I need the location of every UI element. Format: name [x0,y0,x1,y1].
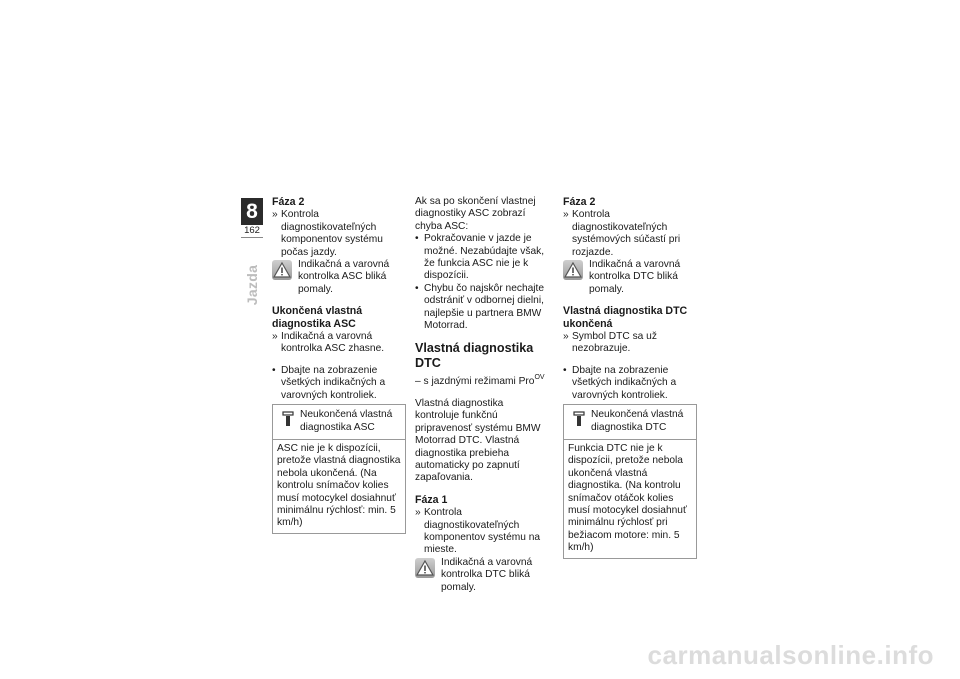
warning-note [415,557,549,594]
step-marker: » [272,209,278,221]
warning-triangle-icon [563,260,583,280]
bullet-marker: • [415,282,419,294]
heading-dtc-complete: Vlastná diagnostika DTC ukončená [563,305,688,330]
step-marker: » [563,331,569,343]
warning-note [563,259,697,296]
step-item [415,507,549,557]
step-marker: » [415,507,421,519]
chapter-title-vertical [238,255,266,315]
page-number: 162 [241,225,263,238]
step-text: Kontrola diagnostikovateľných komponentov systému na mieste. [424,507,541,556]
column-1 [272,196,406,534]
info-box-body: ASC nie je k dispozícii, pretože vlastná diagnostika nebola ukončená. (Na kontrolu snímačov kolies musí motocykel dosiahnuť minimálnu rýchlosť: min. 5 km/h) [277,442,401,529]
bullet-text: Pokračovanie v jazde je možné. Nezabúdajte však, že funkcia ASC nie je k dispozícii. [424,233,545,282]
paragraph: Vlastná diagnostika kontroluje funkčnú pripravenosť systému BMW Motorrad DTC. Vlastná diagnostika prebieha automaticky po zapnutí zapaľovania. [415,397,541,484]
warning-text: Indikačná a varovná kontrolka ASC bliká pomaly. [298,259,390,295]
bullet-marker: • [415,233,419,245]
column-2 [415,196,549,594]
info-box-header [273,405,405,440]
heading-faza-2: Fáza 2 [272,196,305,208]
subtitle-superscript: OV [534,374,545,382]
bullet-item [415,283,549,333]
warning-note [272,259,406,296]
heading-dtc: Vlastná diagnostika DTC [415,341,534,371]
chapter-number: 8 [241,198,263,225]
info-box-body: Funkcia DTC nie je k dispozícii, pretože nebola ukončená vlastná diagnostika. (Na kontrolu snímačov otáčok kolies musí motocykel dosiahnuť minimálnu rýchlosť pri bežiacom motore: min. 5 km/h) [568,442,687,554]
column-3 [563,196,697,559]
bullet-marker: • [563,364,567,376]
info-note-icon [572,411,586,427]
chapter-tab [241,198,263,242]
bullet-text: Dbajte na zobrazenie všetkých indikačných a varovných kontroliek. [572,364,677,401]
info-box [272,404,406,534]
bullet-text: Dbajte na zobrazenie všetkých indikačných a varovných kontroliek. [281,364,386,401]
heading-faza-1: Fáza 1 [415,493,448,506]
bullet-item [563,365,697,402]
subtitle [415,372,549,388]
step-text: Indikačná a varovná kontrolka ASC zhasne. [281,331,385,355]
subtitle-dash: – [415,376,421,388]
info-box-header [564,405,696,440]
warning-triangle-icon [272,260,292,280]
step-item [272,209,406,259]
bullet-item [272,365,406,402]
step-marker: » [272,331,278,343]
watermark: carmanualsonline.info [647,640,934,670]
heading-asc-complete: Ukončená vlastná diagnostika ASC [272,305,363,330]
bullet-item [415,233,549,283]
intro-text: Ak sa po skončení vlastnej diagnostiky ASC zobrazí chyba ASC: [415,196,536,232]
bullet-marker: • [272,364,276,376]
step-text: Symbol DTC sa už nezobrazuje. [572,331,657,355]
chapter-title: Jazda [244,264,260,306]
step-item [272,331,406,356]
step-text: Kontrola diagnostikovateľných komponentov systému počas jazdy. [281,209,383,258]
warning-text: Indikačná a varovná kontrolka DTC bliká pomaly. [589,259,681,295]
info-box-title: Neukončená vlastná diagnostika DTC [591,409,684,433]
warning-triangle-icon [415,558,435,578]
info-note-icon [281,411,295,427]
info-box [563,404,697,558]
step-text: Kontrola diagnostikovateľných systémových súčastí pri rozjazde. [572,209,681,258]
warning-text: Indikačná a varovná kontrolka DTC bliká pomaly. [441,556,533,593]
step-item [563,209,697,259]
step-item [563,331,697,356]
subtitle-text: s jazdnými režimami Pro [423,376,535,388]
bullet-text: Chybu čo najskôr nechajte odstrániť v odbornej dielni, najlepšie u partnera BMW Motorrad. [424,282,545,332]
info-box-title: Neukončená vlastná diagnostika ASC [300,409,393,433]
heading-faza-2: Fáza 2 [563,196,596,208]
step-marker: » [563,209,569,221]
